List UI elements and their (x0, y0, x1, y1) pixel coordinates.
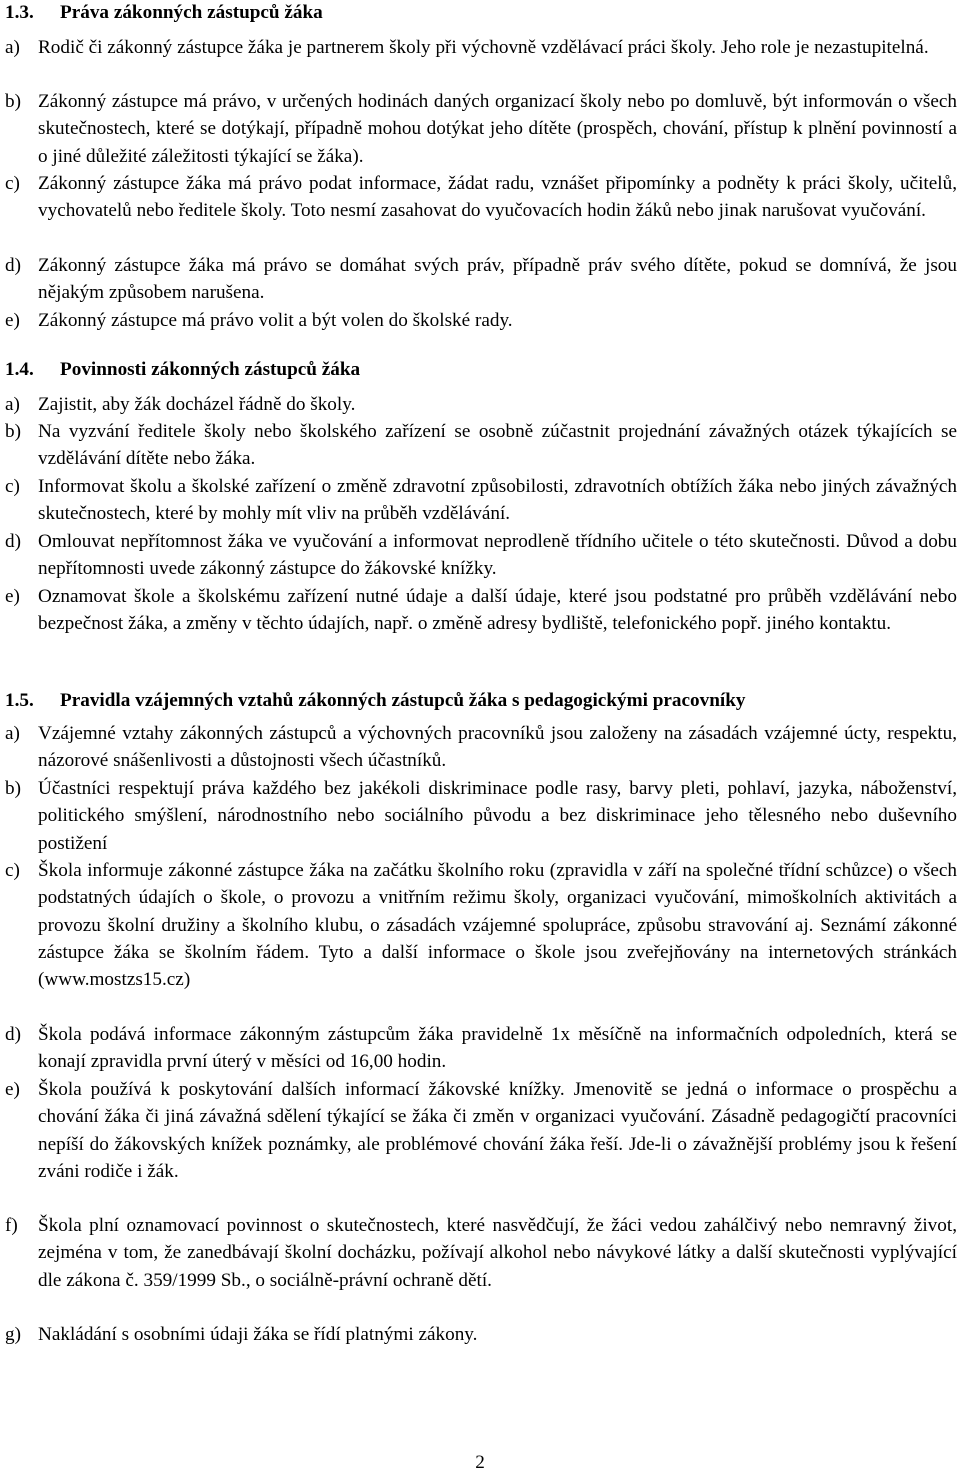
list-item (5, 473, 957, 528)
item-label: e) (5, 1079, 20, 1100)
list-item (5, 88, 957, 170)
item-text: Nakládání s osobními údaji žáka se řídí platnými zákony. (38, 1324, 478, 1345)
item-text: Zákonný zástupce žáka má právo podat informace, žádat radu, vznášet připomínky a podněty k práci školy, učitelů, vychovatelů nebo ředitele školy. Toto nesmí zasahovat do vyučovacích hodin žáků nebo jinak narušovat vyučování. (38, 173, 957, 222)
item-text: Omlouvat nepřítomnost žáka ve vyučování a informovat neprodleně třídního učitele o této skutečnosti. Důvod a dobu nepřítomnosti uvede zákonný zástupce do žákovské knížky. (38, 531, 957, 580)
item-label: d) (5, 1024, 21, 1045)
list-item (5, 720, 957, 775)
list-item (5, 307, 957, 334)
list-item (5, 418, 957, 473)
section-number: 1.5. (5, 690, 34, 711)
item-label: c) (5, 476, 20, 497)
item-text: Škola plní oznamovací povinnost o skutečnostech, které nasvědčují, že žáci vedou zahálčivý nebo nemravný život, zejména v tom, že zanedbávají školní docházku, požívají alkohol nebo návykové látky a další skutečnosti vyplývající dle zákona č. 359/1999 Sb., o sociálně-právní ochraně dětí. (38, 1215, 957, 1291)
item-text: Vzájemné vztahy zákonných zástupců a výchovných pracovníků jsou založeny na zásadách vzájemné úcty, respektu, názorové snášenlivosti a důstojnosti všech účastníků. (38, 723, 957, 772)
list-item (5, 34, 957, 61)
list-item (5, 1021, 957, 1076)
item-text: Zajistit, aby žák docházel řádně do školy. (38, 394, 356, 415)
item-label: a) (5, 723, 20, 744)
item-text: Zákonný zástupce žáka má právo se domáhat svých práv, případně práv svého dítěte, pokud se domnívá, že jsou nějakým způsobem narušena. (38, 255, 957, 304)
list-item (5, 775, 957, 857)
page-number: 2 (475, 1452, 485, 1473)
section-title: Práva zákonných zástupců žáka (60, 2, 323, 23)
item-label: e) (5, 586, 20, 607)
section-title: Povinnosti zákonných zástupců žáka (60, 359, 361, 380)
item-text: Na vyzvání ředitele školy nebo školského zařízení se osobně zúčastnit projednání závažných otázek týkajících se vzdělávání dítěte nebo žáka. (38, 421, 957, 470)
section-heading-1-4 (5, 358, 360, 382)
item-label: b) (5, 421, 21, 442)
list-item (5, 1076, 957, 1185)
list-item (5, 170, 957, 225)
item-text: Škola používá k poskytování dalších informací žákovské knížky. Jmenovitě se jedná o informace o prospěchu a chování žáka či jiná závažná sdělení týkající se žáka či změn v organizaci vyučování. Zásadně pedagogičtí pracovníci nepíší do žákovských knížek poznámky, ale problémové chování žáka řeší. Jde-li o závažnější problémy jsou k řešení zváni rodiče i žák. (38, 1079, 957, 1182)
item-label: b) (5, 778, 21, 799)
item-text: Škola informuje zákonné zástupce žáka na začátku školního roku (zpravidla v září na společné třídní schůzce) o všech podstatných údajích o škole, o provozu a vnitřním režimu školy, organizaci vyučování, mimoškolních aktivitách a provozu školní družiny a školního klubu, o zásadách vzájemné spolupráce, způsobu stravování aj. Seznámí zákonné zástupce žáka se školním řádem. Tyto a další informace o škole jsou zveřejňovány na internetových stránkách (www.mostzs15.cz) (38, 860, 957, 991)
item-label: g) (5, 1324, 21, 1345)
item-text: Účastníci respektují práva každého bez jakékoli diskriminace podle rasy, barvy pleti, pohlaví, jazyka, náboženství, politického smýšlení, národnostního nebo sociálního původu a bez diskriminace jeho tělesného nebo duševního postižení (38, 778, 957, 854)
list-item (5, 391, 957, 418)
item-label: c) (5, 173, 20, 194)
item-text: Zákonný zástupce má právo volit a být volen do školské rady. (38, 310, 513, 331)
section-number: 1.3. (5, 2, 34, 23)
section-title: Pravidla vzájemných vztahů zákonných zástupců žáka s pedagogickými pracovníky (60, 690, 746, 711)
section-heading-1-5 (5, 689, 745, 713)
item-text: Informovat školu a školské zařízení o změně zdravotní způsobilosti, zdravotních obtížích žáka nebo jiných závažných skutečnostech, které by mohly mít vliv na průběh vzdělávání. (38, 476, 957, 525)
item-label: e) (5, 310, 20, 331)
item-label: d) (5, 531, 21, 552)
item-label: f) (5, 1215, 18, 1236)
item-text: Rodič či zákonný zástupce žáka je partnerem školy při výchovně vzdělávací práci školy. Jeho role je nezastupitelná. (38, 37, 929, 58)
list-item (5, 252, 957, 307)
item-label: c) (5, 860, 20, 881)
list-item (5, 583, 957, 638)
item-label: d) (5, 255, 21, 276)
list-item (5, 857, 957, 993)
section-number: 1.4. (5, 359, 34, 380)
list-item (5, 1321, 957, 1348)
item-label: b) (5, 91, 21, 112)
list-item (5, 528, 957, 583)
item-label: a) (5, 37, 20, 58)
section-heading-1-3 (5, 1, 323, 25)
list-item (5, 1212, 957, 1294)
item-text: Oznamovat škole a školskému zařízení nutné údaje a další údaje, které jsou podstatné pro průběh vzdělávání nebo bezpečnost žáka, a změny v těchto údajích, např. o změně adresy bydliště, telefonického popř. jiného kontaktu. (38, 586, 957, 635)
item-label: a) (5, 394, 20, 415)
item-text: Škola podává informace zákonným zástupcům žáka pravidelně 1x měsíčně na informačních odpoledních, která se konají zpravidla první úterý v měsíci od 16,00 hodin. (38, 1024, 957, 1073)
item-text: Zákonný zástupce má právo, v určených hodinách daných organizací školy nebo po domluvě, být informován o všech skutečnostech, které se dotýkají, případně mohou dotýkat jeho dítěte (prospěch, chování, přístup k plnění povinností a o jiné důležité záležitosti týkající se žáka). (38, 91, 957, 167)
